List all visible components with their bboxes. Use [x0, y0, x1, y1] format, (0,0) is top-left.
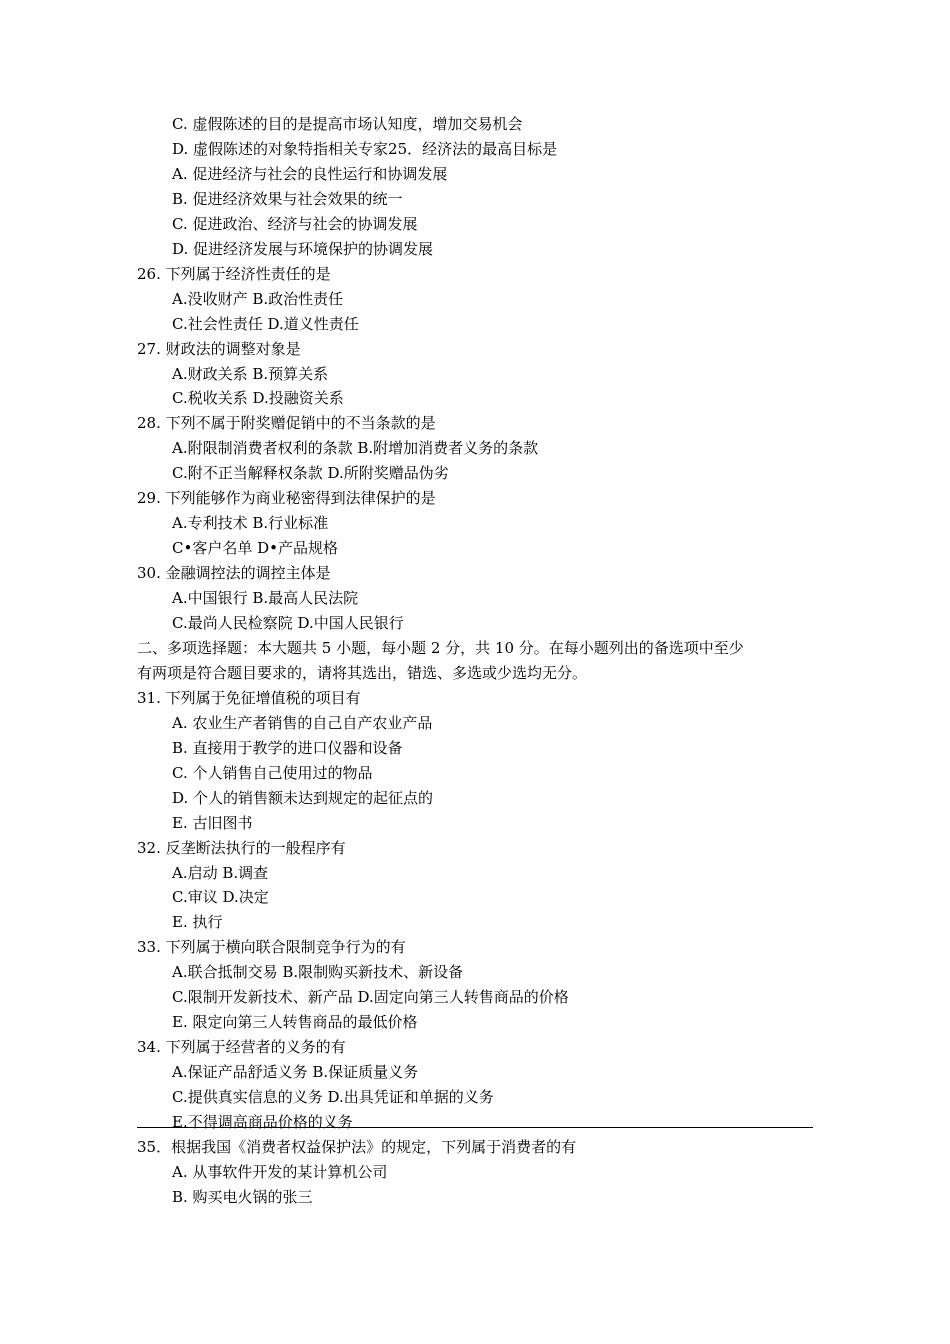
answer-option: A. 农业生产者销售的自己自产农业产品 — [172, 713, 433, 732]
answer-option: A. 促进经济与社会的良性运行和协调发展 — [172, 164, 448, 183]
answer-option: A.没收财产 B.政治性责任 — [172, 289, 344, 308]
answer-option: E. 古旧图书 — [172, 813, 253, 832]
answer-option: A. 从事软件开发的某计算机公司 — [172, 1162, 388, 1181]
answer-option: C.审议 D.决定 — [172, 888, 269, 907]
answer-option: A.中国银行 B.最高人民法院 — [172, 589, 359, 608]
section-paragraph-line: 二、多项选择题：本大题共 5 小题，每小题 2 分，共 10 分。在每小题列出的备选项中至少 — [137, 638, 744, 657]
question-stem: 30. 金融调控法的调控主体是 — [137, 564, 331, 583]
answer-option: E.不得调高商品价格的义务 — [172, 1113, 353, 1131]
answer-option: A.启动 B.调查 — [172, 863, 269, 882]
answer-option: C.提供真实信息的义务 D.出具凭证和单据的义务 — [172, 1088, 494, 1107]
answer-option: C. 虚假陈述的目的是提高市场认知度，增加交易机会 — [172, 115, 523, 133]
answer-option: A.保证产品舒适义务 B.保证质量义务 — [172, 1063, 419, 1082]
question-stem: 32. 反垄断法执行的一般程序有 — [137, 838, 346, 857]
question-stem: 31. 下列属于免征增值税的项目有 — [137, 688, 361, 707]
question-stem: 29. 下列能够作为商业秘密得到法律保护的是 — [137, 489, 436, 508]
answer-option: C.限制开发新技术、新产品 D.固定向第三人转售商品的价格 — [172, 988, 569, 1007]
answer-option: B. 促进经济效果与社会效果的统一 — [172, 189, 403, 208]
answer-option: C.最尚人民检察院 D.中国人民银行 — [172, 614, 404, 632]
answer-option: C.税收关系 D.投融资关系 — [172, 389, 344, 408]
question-stem: 34. 下列属于经营者的义务的有 — [137, 1038, 346, 1057]
question-stem: 26. 下列属于经济性责任的是 — [137, 264, 331, 283]
answer-option: D. 促进经济发展与环境保护的协调发展 — [172, 239, 434, 258]
answer-option: A.附限制消费者权利的条款 B.附增加消费者义务的条款 — [172, 439, 539, 458]
answer-option: C•客户名单 D•产品规格 — [172, 539, 338, 558]
answer-option: A.财政关系 B.预算关系 — [172, 364, 329, 383]
answer-option: B. 购买电火锅的张三 — [172, 1187, 313, 1206]
question-stem: 28. 下列不属于附奖赠促销中的不当条款的是 — [137, 414, 436, 433]
answer-option: E. 执行 — [172, 913, 223, 932]
answer-option: C.社会性责任 D.道义性责任 — [172, 314, 359, 333]
answer-option: E. 限定向第三人转售商品的最低价格 — [172, 1013, 418, 1032]
section-paragraph-line: 有两项是符合题目要求的，请将其选出，错选、多选或少选均无分。 — [137, 663, 588, 682]
answer-option: C.附不正当解释权条款 D.所附奖赠品伪劣 — [172, 464, 449, 483]
answer-option: A.联合抵制交易 B.限制购买新技术、新设备 — [172, 963, 464, 982]
answer-option: D. 虚假陈述的对象特指相关专家25．经济法的最高目标是 — [172, 139, 558, 158]
answer-option: C. 促进政治、经济与社会的协调发展 — [172, 214, 418, 233]
question-stem: 35．根据我国《消费者权益保护法》的规定，下列属于消费者的有 — [137, 1137, 577, 1156]
answer-option: A.专利技术 B.行业标准 — [172, 514, 329, 533]
question-stem: 27. 财政法的调整对象是 — [137, 339, 301, 358]
answer-option: D. 个人的销售额未达到规定的起征点的 — [172, 788, 434, 807]
answer-option: B. 直接用于教学的进口仪器和设备 — [172, 738, 403, 757]
answer-option: C. 个人销售自己使用过的物品 — [172, 763, 373, 782]
question-stem: 33. 下列属于横向联合限制竞争行为的有 — [137, 938, 406, 957]
